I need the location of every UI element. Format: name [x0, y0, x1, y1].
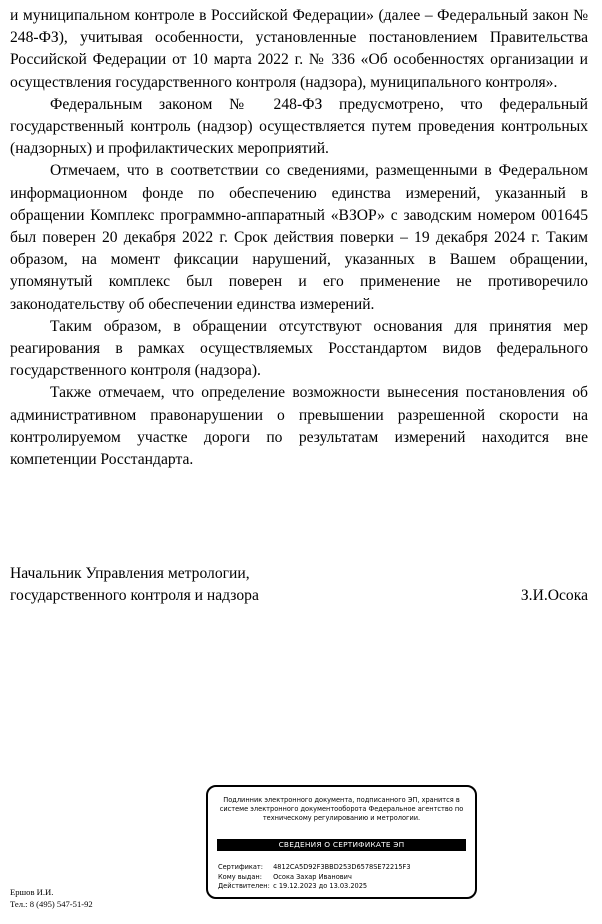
certificate-value: 4812CA5D92F3BBD253D6578SE72215F3	[273, 863, 411, 871]
executor-phone: Тел.: 8 (495) 547-51-92	[10, 899, 93, 910]
validity-value: с 19.12.2023 до 13.03.2025	[273, 882, 368, 891]
stamp-validity-row	[218, 882, 469, 892]
signatory-name: З.И.Осока	[520, 587, 588, 605]
validity-label: Действителен:	[218, 882, 270, 891]
issued-to-value: Осока Захар Иванович	[273, 872, 352, 881]
stamp-issued-to-row	[218, 873, 469, 883]
certificate-label: Сертификат:	[218, 863, 263, 871]
executor-info	[10, 886, 93, 910]
stamp-details	[218, 863, 469, 892]
stamp-banner: СВЕДЕНИЯ О СЕРТИФИКАТЕ ЭП	[217, 839, 466, 851]
paragraph-1: и муниципальном контроле в Российской Федерации» (далее – Федеральный закон № 248-ФЗ), учитывая особенности, установленные постановлением Правительства Российской Федерации от 10 марта 2022 г. № 336 «Об особенностях организации и осуществления государственного контроля (надзора), муниципального контроля».	[10, 7, 588, 91]
signatory-position-line-2: государственного контроля и надзора	[10, 587, 259, 605]
signature-line	[10, 585, 588, 607]
signatory-position-line-1: Начальник Управления метрологии,	[10, 565, 250, 582]
signature-block	[10, 563, 588, 607]
electronic-signature-stamp	[206, 785, 477, 899]
stamp-notice: Подлинник электронного документа, подписанного ЭП, хранится в системе электронного документооборота Федеральное агентство по техническому регулированию и метрологии.	[219, 796, 464, 822]
paragraph-3: Отмечаем, что в соответствии со сведениями, размещенными в Федеральном информационном фонде по обеспечению единства измерений, указанный в обращении Комплекс программно-аппаратный «ВЗОР» с заводским номером 001645 был поверен 20 декабря 2022 г. Срок действия поверки – 19 декабря 2024 г. Таким образом, на момент фиксации нарушений, указанных в Вашем обращении, упомянутый комплекс был поверен и его применение не противоречило законодательству об обеспечении единства измерений.	[10, 162, 588, 313]
paragraph-2: Федеральным законом № 248-ФЗ предусмотрено, что федеральный государственный контроль (надзор) осуществляется путем проведения контрольных (надзорных) и профилактических мероприятий.	[10, 95, 588, 158]
executor-name: Ершов И.И.	[10, 887, 54, 897]
letter-body	[10, 5, 588, 471]
stamp-certificate-row	[218, 863, 469, 873]
paragraph-4: Таким образом, в обращении отсутствуют основания для принятия мер реагирования в рамках осуществляемых Росстандартом видов федерального государственного контроля (надзора).	[10, 317, 588, 380]
issued-to-label: Кому выдан:	[218, 872, 262, 881]
paragraph-5: Также отмечаем, что определение возможности вынесения постановления об административном правонарушении о превышении разрешенной скорости на контролируемом участке дороги по результатам измерений находится вне компетенции Росстандарта.	[10, 384, 588, 469]
